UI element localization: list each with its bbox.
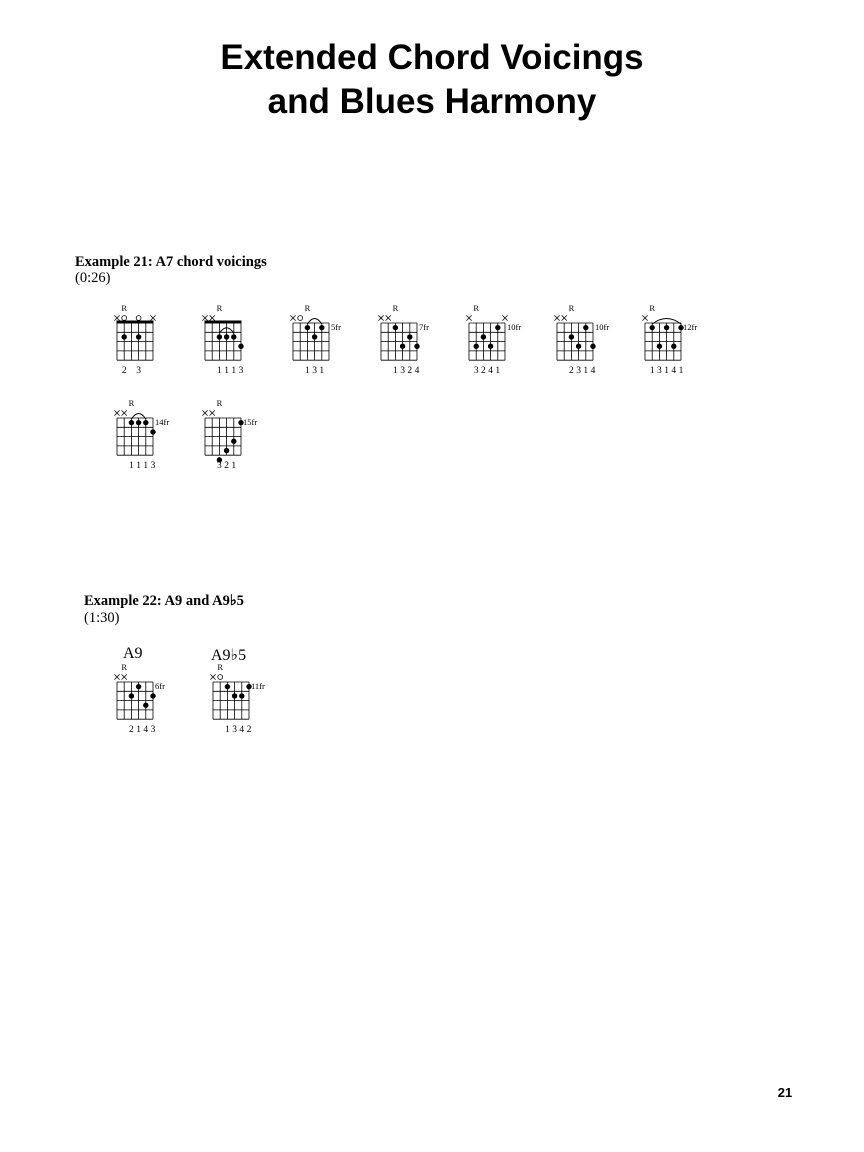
muted-string-icon [150, 315, 155, 320]
chord-diagram [642, 303, 697, 376]
fingering-number: 1 [678, 366, 684, 377]
fingering-number: 1 [143, 461, 149, 472]
finger-dot [136, 420, 141, 425]
muted-string-icon [114, 674, 119, 679]
muted-string-icon [642, 315, 647, 320]
root-label: R [473, 303, 480, 313]
finger-dot [122, 334, 127, 339]
fingering-number: 3 [238, 366, 244, 377]
muted-string-icon [290, 315, 295, 320]
fingering-number: 2 [407, 366, 413, 377]
page-number: 21 [777, 1085, 793, 1100]
finger-dot [657, 344, 662, 349]
fingering-number: 3 [473, 366, 479, 377]
fingering-number: 1 [136, 461, 141, 472]
page-title-line-2: and Blues Harmony [267, 82, 597, 121]
open-string-icon [218, 675, 223, 680]
muted-string-icon [202, 410, 207, 415]
finger-dot [239, 693, 244, 698]
chord-diagram [554, 303, 609, 376]
finger-dot [224, 334, 229, 339]
muted-string-icon [210, 410, 215, 415]
root-label: R [568, 303, 575, 313]
fingering-number: 1 [224, 366, 229, 377]
chord-diagram [202, 303, 243, 376]
finger-dot [650, 325, 655, 330]
fingering-number: 1 [664, 366, 669, 377]
chord-diagram [466, 303, 521, 376]
fingering-number: 1 [129, 461, 134, 472]
fret-position-label: 11fr [251, 681, 265, 691]
finger-dot [393, 325, 398, 330]
finger-dot [400, 344, 405, 349]
fingering-number: 2 [481, 366, 486, 377]
finger-dot [232, 693, 237, 698]
muted-string-icon [114, 410, 119, 415]
root-label: R [304, 303, 311, 313]
finger-dot [305, 325, 310, 330]
finger-dot [407, 334, 412, 339]
fingering-number: 3 [150, 725, 156, 736]
finger-dot [671, 344, 676, 349]
root-label: R [216, 398, 223, 408]
root-label: R [649, 303, 656, 313]
finger-dot [312, 334, 317, 339]
muted-string-icon [210, 315, 215, 320]
muted-string-icon [210, 674, 215, 679]
finger-dot [488, 344, 493, 349]
finger-dot [583, 325, 588, 330]
fingering-number: 1 [136, 725, 141, 736]
fingering-number: 1 [305, 366, 310, 377]
finger-dot [129, 420, 134, 425]
fingering-number: 2 [121, 366, 127, 377]
finger-dot [474, 344, 479, 349]
chord-diagram [114, 303, 155, 376]
muted-string-icon [502, 315, 507, 320]
finger-dot [150, 693, 155, 698]
fingering-number: 4 [143, 725, 149, 736]
muted-string-icon [562, 315, 567, 320]
muted-string-icon [386, 315, 391, 320]
fingering-number: 4 [414, 366, 420, 377]
finger-dot [231, 334, 236, 339]
chord-diagram [290, 303, 341, 376]
example-22-heading: Example 22: A9 and A9♭5 [84, 593, 244, 609]
fingering-number: 3 [136, 366, 141, 377]
fingering-number: 1 [231, 461, 237, 472]
finger-dot [136, 334, 141, 339]
muted-string-icon [554, 315, 559, 320]
page-title-line-1: Extended Chord Voicings [220, 38, 644, 77]
muted-string-icon [202, 315, 207, 320]
fingering-number: 1 [217, 366, 222, 377]
muted-string-icon [122, 674, 127, 679]
fingering-number: 3 [400, 366, 405, 377]
finger-dot [143, 703, 148, 708]
nut [117, 321, 154, 324]
fingering-number: 3 [312, 366, 317, 377]
example-22-time: (1:30) [84, 610, 120, 626]
chord-diagram [114, 662, 165, 735]
fingering-number: 1 [495, 366, 501, 377]
root-label: R [121, 303, 128, 313]
finger-dot [664, 325, 669, 330]
fret-position-label: 5fr [331, 322, 341, 332]
chord-diagram [202, 398, 257, 471]
fret-position-label: 10fr [507, 322, 522, 332]
finger-dot [414, 344, 419, 349]
finger-dot [129, 693, 134, 698]
example-21-heading: Example 21: A7 chord voicings [75, 254, 267, 270]
finger-dot [576, 344, 581, 349]
chord-name-a9: A9 [123, 645, 143, 662]
fret-position-label: 12fr [683, 322, 698, 332]
fingering-number: 2 [129, 725, 134, 736]
fret-position-label: 6fr [155, 681, 165, 691]
chord-diagram [114, 398, 169, 471]
fingering-number: 4 [488, 366, 493, 377]
open-string-icon [298, 316, 303, 321]
fingering-number: 2 [224, 461, 229, 472]
chord-diagram [378, 303, 429, 376]
finger-dot [569, 334, 574, 339]
finger-dot [590, 344, 595, 349]
finger-dot [238, 344, 243, 349]
fingering-number: 1 [319, 366, 325, 377]
fingering-number: 1 [225, 725, 230, 736]
fingering-number: 1 [231, 366, 237, 377]
muted-string-icon [466, 315, 471, 320]
finger-dot [225, 684, 230, 689]
finger-dot [319, 325, 324, 330]
fingering-number: 1 [393, 366, 398, 377]
fingering-number: 2 [246, 725, 252, 736]
finger-dot [150, 429, 155, 434]
finger-dot [224, 448, 229, 453]
root-label: R [217, 662, 224, 672]
finger-dot [217, 334, 222, 339]
finger-dot [495, 325, 500, 330]
root-label: R [128, 398, 135, 408]
fingering-number: 3 [217, 461, 222, 472]
chord-name-a9b5: A9♭5 [211, 647, 247, 664]
example-21-time: (0:26) [75, 270, 111, 286]
fingering-number: 4 [239, 725, 245, 736]
finger-dot [136, 684, 141, 689]
finger-dot [143, 420, 148, 425]
muted-string-icon [378, 315, 383, 320]
fingering-number: 3 [576, 366, 581, 377]
root-label: R [121, 662, 128, 672]
open-string-icon [136, 316, 141, 321]
fingering-number: 3 [232, 725, 237, 736]
fingering-number: 3 [657, 366, 662, 377]
fret-position-label: 14fr [155, 417, 170, 427]
nut [205, 321, 242, 324]
fingering-number: 2 [569, 366, 574, 377]
fret-position-label: 15fr [243, 417, 258, 427]
fingering-number: 4 [671, 366, 677, 377]
finger-dot [231, 439, 236, 444]
fingering-number: 1 [583, 366, 589, 377]
open-string-icon [122, 316, 127, 321]
muted-string-icon [114, 315, 119, 320]
fingering-number: 1 [649, 366, 655, 377]
chord-diagram [210, 662, 265, 735]
muted-string-icon [122, 410, 127, 415]
root-label: R [392, 303, 399, 313]
fingering-number: 4 [590, 366, 596, 377]
root-label: R [216, 303, 223, 313]
fingering-number: 3 [150, 461, 156, 472]
fret-position-label: 7fr [419, 322, 429, 332]
finger-dot [481, 334, 486, 339]
fret-position-label: 10fr [595, 322, 610, 332]
